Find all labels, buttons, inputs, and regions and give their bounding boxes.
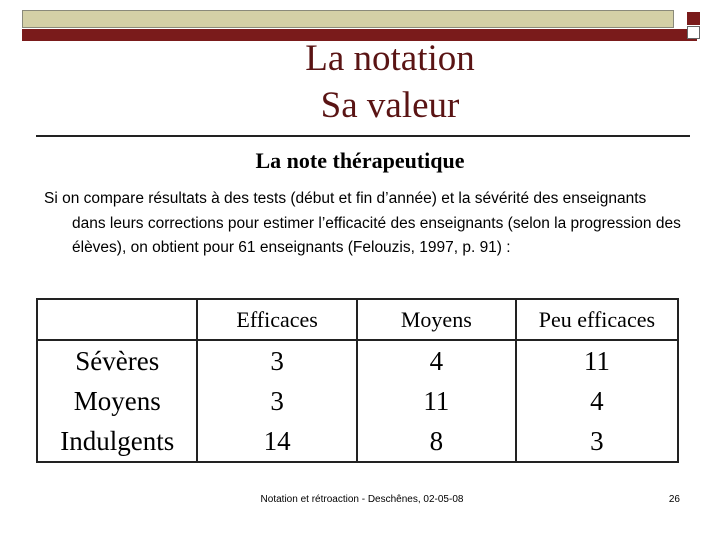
slide-title-line1: La notation: [305, 38, 475, 79]
table-header-empty: [37, 299, 197, 340]
filled-square-icon: [687, 12, 700, 25]
top-decorative-band: [22, 10, 674, 28]
peu-efficaces-values-cell: [516, 340, 678, 462]
table-cell: 14: [263, 426, 291, 456]
table-cell: 3: [590, 426, 604, 456]
table-cell: 4: [590, 386, 604, 416]
slide-title-line2: Sa valeur: [320, 85, 460, 126]
table-cell: 3: [270, 386, 284, 416]
table-cell: 3: [270, 346, 284, 376]
page-number: 26: [668, 494, 680, 505]
table-cell: 11: [583, 346, 610, 376]
table-header-peu-efficaces: Peu efficaces: [516, 299, 678, 340]
moyens-values-cell: [357, 340, 516, 462]
row-label-indulgents: Indulgents: [60, 426, 175, 456]
table-cell: 11: [423, 386, 450, 416]
slide-footer: Notation et rétroaction - Deschênes, 02-05-08: [260, 494, 464, 505]
slide-subtitle: La note thérapeutique: [255, 148, 465, 173]
row-labels-cell: [37, 340, 197, 462]
title-divider: [36, 135, 690, 137]
results-table: [36, 298, 679, 463]
body-paragraph: Si on compare résultats à des tests (début et fin d’année) et la sévérité des enseignants dans leurs corrections pour estimer l’efficacité des enseignants (selon la progression des élèves), on obtient pour 61 enseignants (Felouzis, 1997, p. 91) :: [44, 190, 681, 256]
row-label-severes: Sévères: [75, 346, 160, 376]
table-body-row: [37, 340, 678, 462]
table-header-row: [37, 299, 678, 340]
efficaces-values-cell: [197, 340, 356, 462]
table-header-efficaces: Efficaces: [197, 299, 356, 340]
table-header-moyens: Moyens: [357, 299, 516, 340]
table-cell: 4: [429, 346, 444, 376]
table-cell: 8: [429, 426, 444, 456]
row-label-moyens: Moyens: [73, 386, 161, 416]
